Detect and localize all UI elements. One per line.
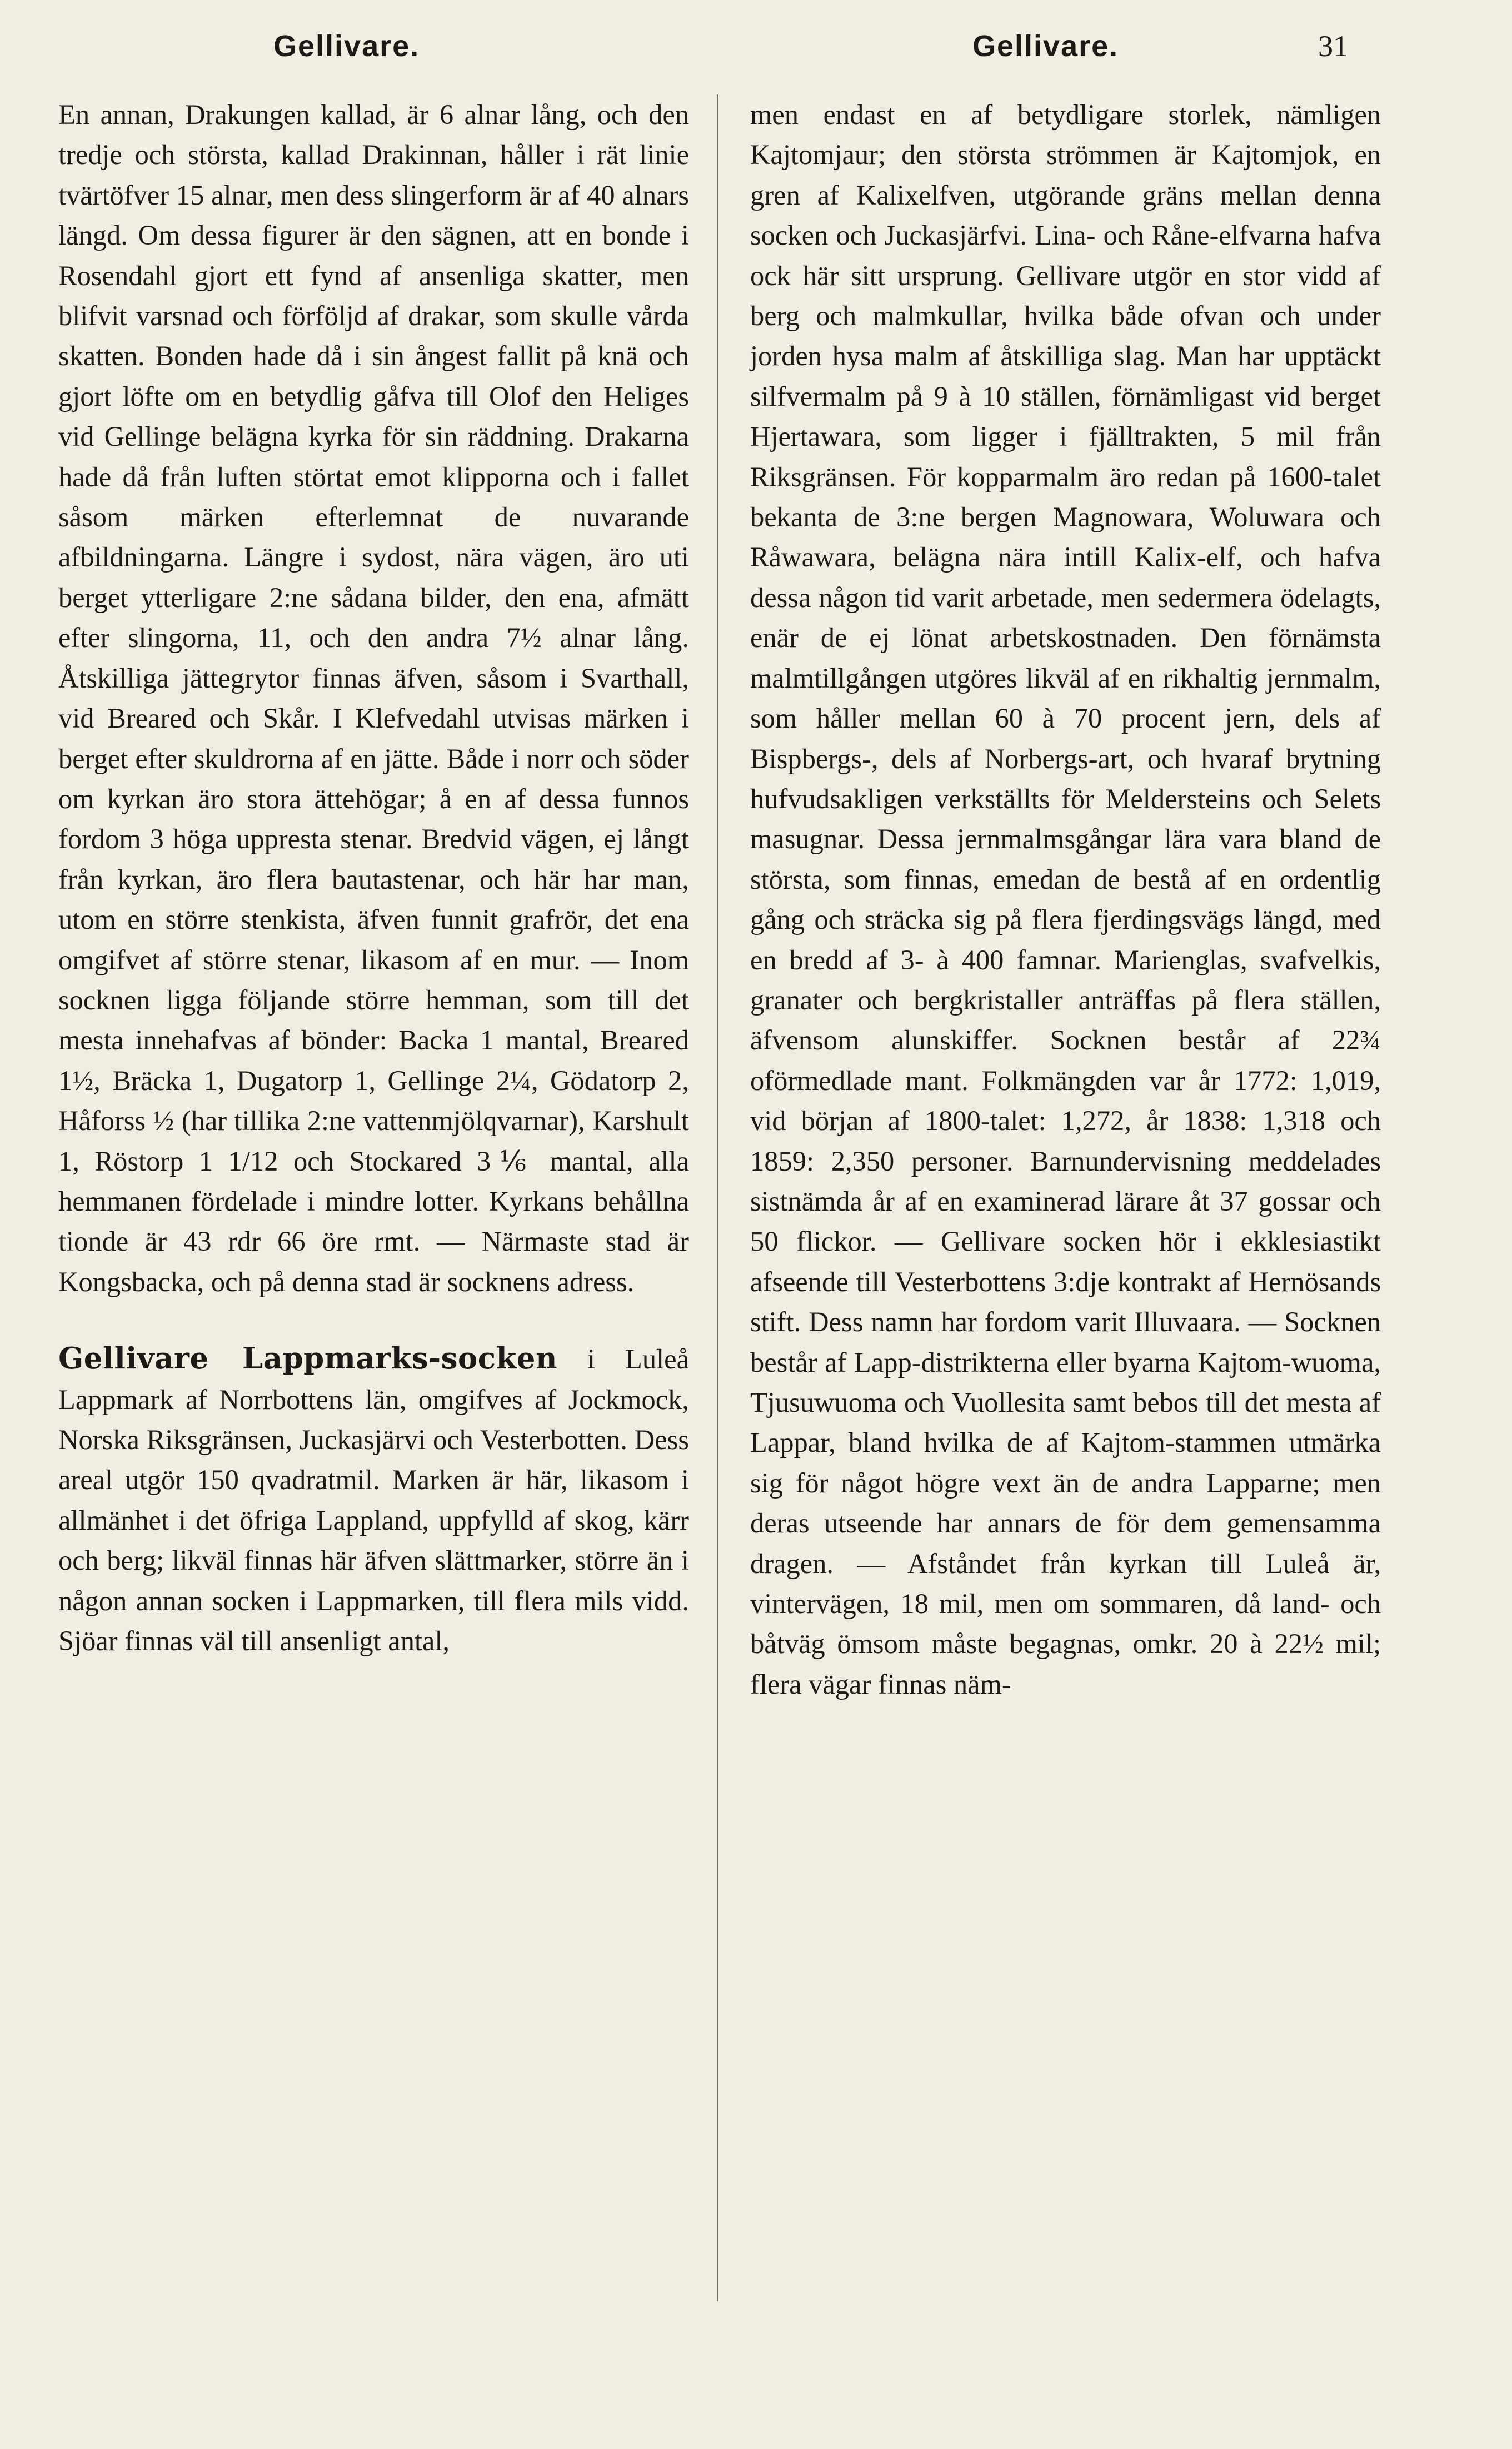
running-head-right: Gellivare. <box>972 29 1119 63</box>
right-column <box>750 94 1381 1704</box>
entry-text: i Luleå Lappmark af Norrbottens län, omgifves af Jockmock, Norska Riksgränsen, Juckasjärvi och Vesterbotten. Dess areal utgör 150 qvadratmil. Marken är här, likasom i allmänhet i det öfriga Lappland, uppfylld af skog, kärr och berg; likväl finnas här äfven slättmarker, större än i någon annan socken i Lappmarken, till flera mils vidd. Sjöar finnas väl till ansenligt antal, <box>58 1343 689 1657</box>
paragraph: men endast en af betydligare storlek, nämligen Kajtomjaur; den största strömmen är Kajtomjok, en gren af Kalixelfven, utgörande gräns mellan denna socken och Juckasjärfvi. Lina- och Råne-elfvarna hafva ock här sitt ursprung. Gellivare utgör en stor vidd af berg och malmkullar, hvilka både ofvan och under jorden hysa malm af åtskilliga slag. Man har upptäckt silfvermalm på 9 à 10 ställen, förnämligast vid berget Hjertawara, som ligger i fjälltrakten, 5 mil från Riksgränsen. För kopparmalm äro redan på 1600-talet bekanta de 3:ne bergen Magnowara, Woluwara och Råwawara, belägna nära intill Kalix-elf, och hafva dessa någon tid varit arbetade, men sedermera ödelagts, enär de ej lönat arbetskostnaden. Den förnämsta malmtillgången utgöres likväl af en rikhaltig jernmalm, som håller mellan 60 à 70 procent jern, dels af Bispbergs-, dels af Norbergs-art, och hvaraf brytning hufvudsakligen verkställts för Meldersteins och Selets masugnar. Dessa jernmalmsgångar lära vara bland de största, som finnas, emedan de bestå af en ordentlig gång och sträcka sig på flera fjerdingsvägs längd, med en bredd af 3- à 400 famnar. Marienglas, svafvelkis, granater och bergkristaller anträffas på flera ställen, äfvensom alunskiffer. Socknen består af 22¾ oförmedlade mant. Folkmängden var år 1772: 1,019, vid början af 1800-talet: 1,272, år 1838: 1,318 och 1859: 2,350 personer. Barnundervisning meddelades sistnämda år af en examinerad lärare åt 37 gossar och 50 flickor. — Gellivare socken hör i ekklesiastikt afseende till Vesterbottens 3:dje kontrakt af Hernösands stift. Dess namn har fordom varit Illuvaara. — Socknen består af Lapp-distrikterna eller byarna Kajtom-wuoma, Tjusuwuoma och Vuollesita samt bebos till det mesta af Lappar, bland hvilka de af Kajtom-stammen utmärka sig för något högre vext än de andra Lapparne; men deras utseende har annars de för dem gemensamma dragen. — Afståndet från kyrkan till Luleå är, vintervägen, 18 mil, men om sommaren, då land- och båtväg ömsom måste begagnas, omkr. 20 à 22½ mil; flera vägar finnas näm- <box>750 99 1381 1700</box>
left-column <box>58 94 689 1661</box>
page-number: 31 <box>1318 29 1348 63</box>
entry-paragraph <box>58 1338 689 1661</box>
column-divider <box>717 94 718 2301</box>
paragraph: En annan, Drakungen kallad, är 6 alnar lång, och den tredje och största, kallad Drakinnan, håller i rät linie tvärtöfver 15 alnar, men dess slingerform är af 40 alnars längd. Om dessa figurer är den sägnen, att en bonde i Rosendahl gjort ett fynd af ansenliga skatter, men blifvit varsnad och förföljd af drakar, som skulle vårda skatten. Bonden hade då i sin ångest fallit på knä och gjort löfte om en betydlig gåfva till Olof den Heliges vid Gellinge belägna kyrka för sin räddning. Drakarna hade då från luften störtat emot klipporna och i fallet såsom märken efterlemnat de nuvarande afbildningarna. Längre i sydost, nära vägen, äro uti berget ytterligare 2:ne sådana bilder, den ena, afmätt efter slingorna, 11, och den andra 7½ alnar lång. Åtskilliga jättegrytor finnas äfven, såsom i Svarthall, vid Breared och Skår. I Klefvedahl utvisas märken i berget efter skuldrorna af en jätte. Både i norr och söder om kyrkan äro stora ättehögar; å en af dessa funnos fordom 3 höga uppresta stenar. Bredvid vägen, ej långt från kyrkan, äro flera bautastenar, och här har man, utom en större stenkista, äfven funnit grafrör, det ena omgifvet af större stenar, likasom af en mur. — Inom socknen ligga följande större hemman, som till det mesta innehafvas af bönder: Backa 1 mantal, Breared 1½, Bräcka 1, Dugatorp 1, Gellinge 2¼, Gödatorp 2, Håforss ½ (har tillika 2:ne vattenmjölqvarnar), Karshult 1, Röstorp 1 1/12 och Stockared 3⅙ mantal, alla hemmanen fördelade i mindre lotter. Kyrkans behållna tionde är 43 rdr 66 öre rmt. — Närmaste stad är Kongsbacka, och på denna stad är socknens adress. <box>58 99 689 1297</box>
entry-heading: Gellivare Lappmarks-socken <box>58 1341 558 1376</box>
page-header <box>0 29 1512 79</box>
running-head-left: Gellivare. <box>273 29 420 63</box>
